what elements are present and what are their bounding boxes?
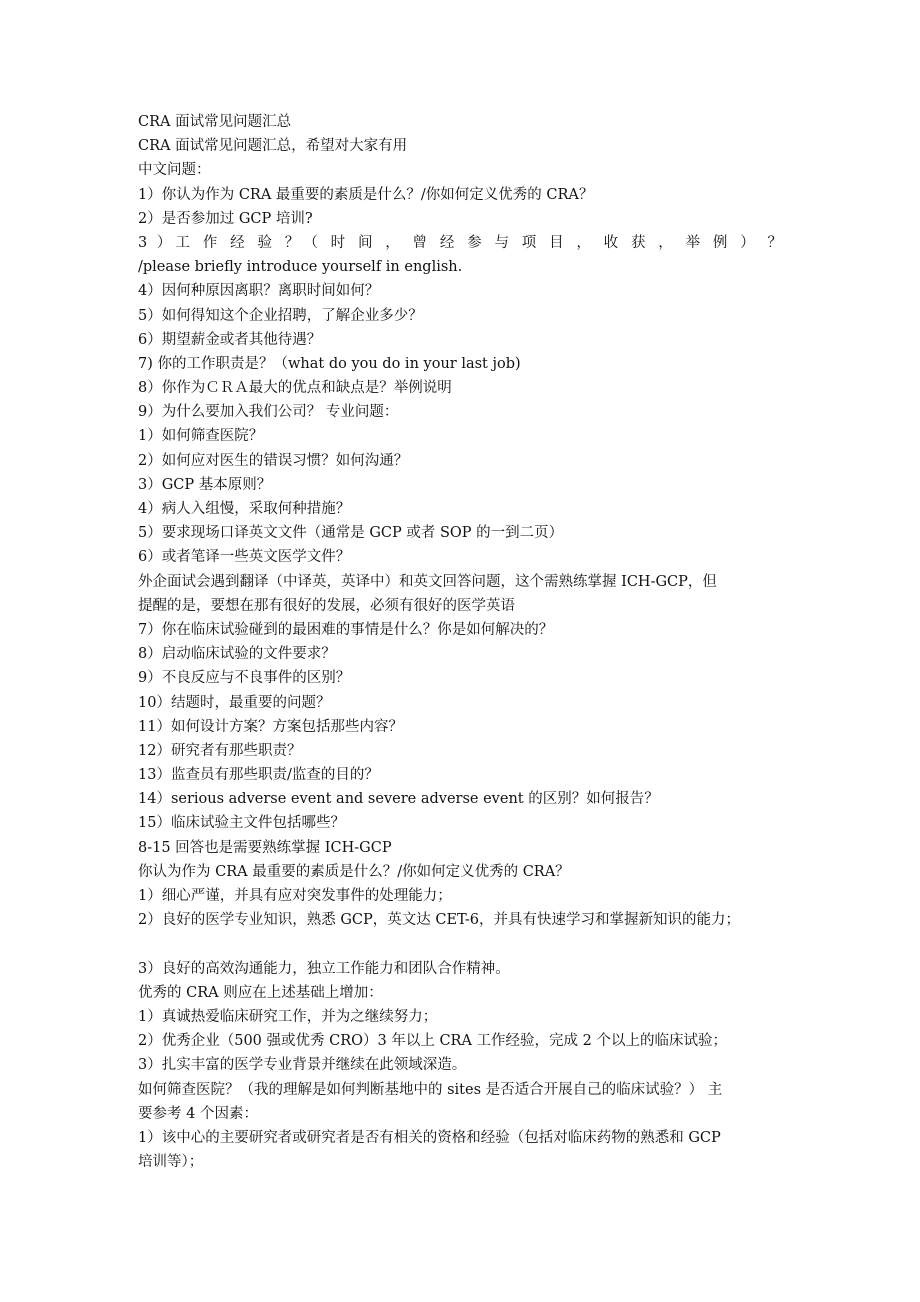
answer-line: 优秀的 CRA 则应在上述基础上增加：	[138, 984, 383, 1001]
question-line: 4）因何种原因离职？离职时间如何？	[138, 283, 380, 300]
answer-line: 1）该中心的主要研究者或研究者是否有相关的资格和经验（包括对临床药物的熟悉和 GCP	[138, 1129, 721, 1146]
question-line: 11）如何设计方案？方案包括那些内容？	[138, 718, 403, 735]
answer-line: 3）扎实丰富的医学专业背景并继续在此领域深造。	[138, 1057, 467, 1074]
question-line: 3 ）工 作 经 验 ？（ 时 间 ， 曾 经 参 与 项 目 ， 收 获 ， 举 例 ） ？	[138, 234, 783, 251]
document-subtitle: CRA 面试常见问题汇总，希望对大家有用	[138, 138, 408, 155]
question-line: 4）病人入组慢，采取何种措施？	[138, 501, 351, 517]
question-line: 12）研究者有那些职责？	[138, 742, 302, 759]
question-line: 2）如何应对医生的错误习惯？如何沟通？	[138, 452, 409, 469]
paragraph-line: 外企面试会遇到翻译（中译英，英译中）和英文回答问题，这个需熟练掌握 ICH-GCP，但	[138, 573, 717, 590]
question-line: 6）或者笔译一些英文医学文件？	[138, 549, 351, 566]
question-line: 15）临床试验主文件包括哪些？	[138, 815, 345, 832]
question-line: 3）GCP 基本原则？	[138, 476, 272, 493]
question-line: 8）启动临床试验的文件要求？	[138, 646, 336, 663]
question-line: 14）serious adverse event and severe adverse event 的区别？如何报告？	[138, 791, 659, 808]
paragraph-line: 8-15 回答也是需要熟练掌握 ICH-GCP	[138, 839, 392, 856]
paragraph-line: 提醒的是，要想在那有很好的发展，必须有很好的医学英语	[138, 597, 515, 614]
question-line: /please briefly introduce yourself in english.	[138, 259, 463, 276]
document-title: CRA 面试常见问题汇总	[138, 114, 292, 130]
question-line: 9）不良反应与不良事件的区别？	[138, 670, 351, 687]
answer-line: 2）良好的医学专业知识，熟悉 GCP，英文达 CET-6，并具有快速学习和掌握新知识的能力；	[138, 912, 740, 929]
question-line: 2）是否参加过 GCP 培训?	[138, 210, 313, 227]
question-line: 1）如何筛查医院？	[138, 428, 264, 445]
question-line: 5）要求现场口译英文文件（通常是 GCP 或者 SOP 的一到二页）	[138, 525, 564, 542]
section-heading-chinese-questions: 中文问题：	[138, 162, 211, 179]
question-line: 8）你作为ＣＲＡ最大的优点和缺点是？举例说明	[138, 380, 452, 397]
answer-line: 培训等）；	[138, 1154, 204, 1171]
document-page	[138, 110, 783, 1174]
question-line: 13）监查员有那些职责/监查的目的？	[138, 767, 379, 784]
answer-line: 1）真诚热爱临床研究工作，并为之继续努力；	[138, 1008, 438, 1025]
question-line: 9）为什么要加入我们公司？ 专业问题：	[138, 404, 399, 421]
answer-line: 3）良好的高效沟通能力，独立工作能力和团队合作精神。	[138, 960, 510, 977]
question-line: 10）结题时，最重要的问题？	[138, 694, 331, 711]
answer-line: 2）优秀企业（500 强或优秀 CRO）3 年以上 CRA 工作经验，完成 2 个以上的临床试验；	[138, 1033, 727, 1050]
answer-heading: 你认为作为 CRA 最重要的素质是什么？/你如何定义优秀的 CRA？	[138, 863, 570, 880]
answer-line: 要参考 4 个因素：	[138, 1105, 258, 1122]
question-line: 1）你认为作为 CRA 最重要的素质是什么？/你如何定义优秀的 CRA？	[138, 186, 594, 203]
answer-heading: 如何筛查医院？（我的理解是如何判断基地中的 sites 是否适合开展自己的临床试验？） 主	[138, 1081, 723, 1098]
blank-line	[138, 932, 783, 956]
question-line: 6）期望薪金或者其他待遇？	[138, 331, 322, 348]
question-line: 7) 你的工作职责是？（what do you do in your last job)	[138, 355, 521, 372]
answer-line: 1）细心严谨，并具有应对突发事件的处理能力；	[138, 888, 452, 904]
question-line: 5）如何得知这个企业招聘，了解企业多少？	[138, 307, 423, 324]
question-line: 7）你在临床试验碰到的最困难的事情是什么？你是如何解决的？	[138, 621, 554, 638]
